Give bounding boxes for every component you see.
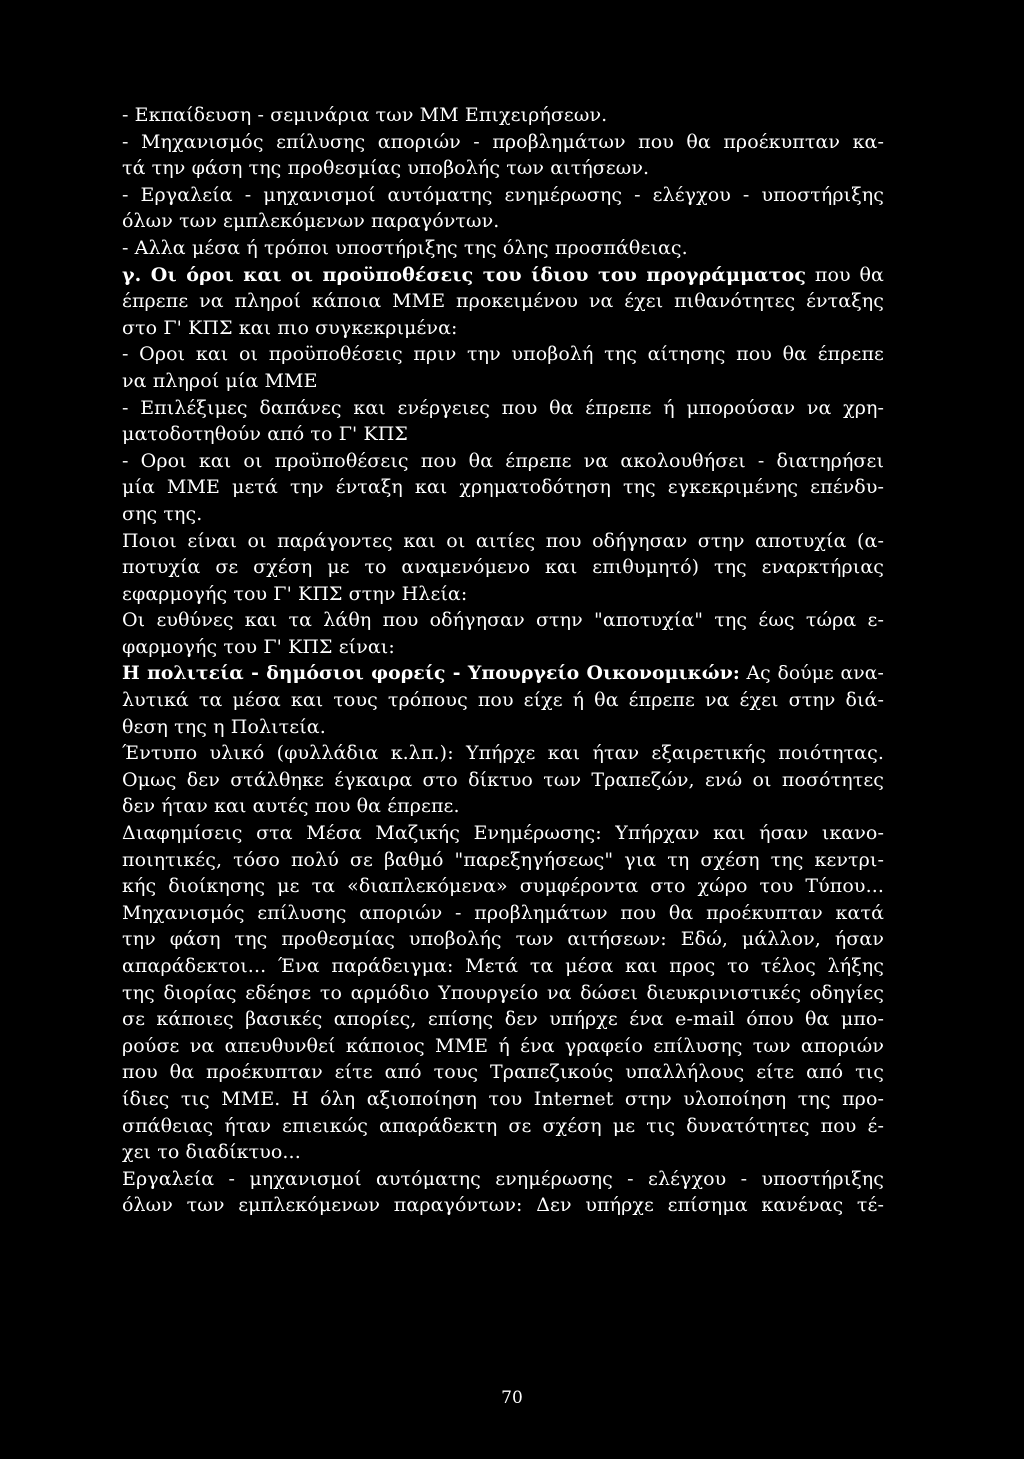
line-text: σπάθειας ήταν επιεικώς απαράδεκτη σε σχέση με τις δυνατότητες που έ- [122,1114,884,1137]
line-text: ματοδοτηθούν από το Γ' ΚΠΣ [122,423,408,446]
body-text [122,102,884,1219]
line-text: σε κάποιες βασικές απορίες, επίσης δεν υπήρχε ένα e-mail όπου θα μπο- [122,1008,884,1031]
line-text: μία ΜΜΕ μετά την ένταξη και χρηματοδότηση της εγκεκριμένης επένδυ- [122,476,884,499]
line-text: Ποιοι είναι οι παράγοντες και οι αιτίες που οδήγησαν στην αποτυχία (α- [122,529,884,552]
line-text: ποτυχία σε σχέση με το αναμενόμενο και επιθυμητό) της εναρκτήριας [122,556,884,579]
text-line [122,1139,884,1166]
text-line [122,714,884,741]
line-text: Ομως δεν στάλθηκε έγκαιρα στο δίκτυο των Τραπεζών, ενώ οι ποσότητες [122,768,884,791]
line-text: - Οροι και οι προϋποθέσεις που θα έπρεπε να ακολουθήσει - διατηρήσει [122,449,884,472]
line-text: όλων των εμπλεκόμενων παραγόντων: Δεν υπήρχε επίσημα κανένας τέ- [122,1194,884,1217]
line-text: λυτικά τα μέσα και τους τρόπους που είχε ή θα έπρεπε να έχει στην διά- [122,689,884,712]
text-line [122,315,884,342]
line-text: Μηχανισμός επίλυσης αποριών - προβλημάτων που θα προέκυπταν κατά [122,901,884,924]
line-text: την φάση της προθεσμίας υποβολής των αιτήσεων: Εδώ, μάλλον, ήσαν [122,928,884,951]
text-line [122,820,884,847]
text-line [122,581,884,608]
text-line [122,341,884,368]
line-text: - Επιλέξιμες δαπάνες και ενέργειες που θα έπρεπε ή μπορούσαν να χρη- [122,396,884,419]
line-text: Διαφημίσεις στα Μέσα Μαζικής Ενημέρωσης: Υπήρχαν και ήσαν ικανο- [122,822,884,845]
line-text: δεν ήταν και αυτές που θα έπρεπε. [122,795,460,818]
text-line [122,1086,884,1113]
line-text: ίδιες τις ΜΜΕ. Η όλη αξιοποίηση του Internet στην υλοποίηση της προ- [122,1087,884,1110]
line-text: φαρμογής του Γ' ΚΠΣ είναι: [122,635,395,658]
text-line [122,474,884,501]
text-line [122,102,884,129]
line-text: απαράδεκτοι... Ένα παράδειγμα: Μετά τα μέσα και προς το τέλος λήξης [122,955,884,977]
line-text: έπρεπε να πληροί κάποια ΜΜΕ προκειμένου να έχει πιθανότητες ένταξης [122,290,884,313]
text-line [122,1166,884,1193]
page-number: 70 [501,1388,523,1408]
line-text: - Αλλα μέσα ή τρόποι υποστήριξης της όλης προσπάθειας. [122,236,688,259]
bold-heading: γ. Οι όροι και οι προϋποθέσεις του ίδιου του προγράμματος [122,263,806,286]
line-text: Οι ευθύνες και τα λάθη που οδήγησαν στην "αποτυχία" της έως τώρα ε- [122,609,884,632]
text-line [122,155,884,182]
line-text: σης της. [122,502,203,525]
text-line [122,554,884,581]
line-text: στο Γ' ΚΠΣ και πιο συγκεκριμένα: [122,316,458,339]
text-line [122,687,884,714]
text-line [122,660,884,687]
line-text: - Εργαλεία - μηχανισμοί αυτόματης ενημέρωσης - ελέγχου - υποστήριξης [122,183,884,206]
line-text: κής διοίκησης με τα «διαπλεκόμενα» συμφέροντα στο χώρο του Τύπου... [122,875,884,898]
line-text: - Μηχανισμός επίλυσης αποριών - προβλημάτων που θα προέκυπταν κα- [122,130,884,153]
text-line [122,926,884,953]
text-line [122,900,884,927]
text-line [122,873,884,900]
line-text: που θα προέκυπταν είτε από τους Τραπεζικούς υπαλλήλους είτε από τις [122,1061,884,1084]
line-text: που θα [806,263,884,286]
text-line [122,1059,884,1086]
line-text: Εργαλεία - μηχανισμοί αυτόματης ενημέρωσης - ελέγχου - υποστήριξης [122,1167,884,1190]
bold-heading: Η πολιτεία - δημόσιοι φορείς - Υπουργείο Οικονομικών: [122,662,740,685]
text-line [122,368,884,395]
text-line [122,740,884,767]
text-line [122,1192,884,1219]
text-line [122,767,884,794]
line-text: χει το διαδίκτυο... [122,1141,301,1164]
text-line [122,288,884,315]
text-line [122,634,884,661]
text-line [122,980,884,1007]
text-line [122,182,884,209]
text-line [122,607,884,634]
text-line [122,953,884,980]
line-text: θεση της η Πολιτεία. [122,715,326,738]
line-text: - Εκπαίδευση - σεμινάρια των ΜΜ Επιχειρήσεων. [122,104,608,126]
text-line [122,421,884,448]
line-text: εφαρμογής του Γ' ΚΠΣ στην Ηλεία: [122,582,468,605]
text-line [122,235,884,262]
line-text: Έντυπο υλικό (φυλλάδια κ.λπ.): Υπήρχε και ήταν εξαιρετικής ποιότητας. [122,742,884,765]
text-line [122,129,884,156]
text-line [122,208,884,235]
text-line [122,395,884,422]
line-text: να πληροί μία ΜΜΕ [122,369,318,392]
line-text: όλων των εμπλεκόμενων παραγόντων. [122,210,500,233]
line-text: - Οροι και οι προϋποθέσεις πριν την υποβολή της αίτησης που θα έπρεπε [122,343,884,366]
text-line [122,847,884,874]
line-text: ρούσε να απευθυνθεί κάποιος ΜΜΕ ή ένα γραφείο επίλυσης των αποριών [122,1034,884,1057]
text-line [122,528,884,555]
line-text: Ας δούμε ανα- [739,663,884,685]
text-line [122,1033,884,1060]
text-line [122,262,884,289]
text-line [122,1006,884,1033]
text-line [122,793,884,820]
text-line [122,501,884,528]
text-line [122,448,884,475]
text-line [122,1113,884,1140]
line-text: της διορίας εδέησε το αρμόδιο Υπουργείο να δώσει διευκρινιστικές οδηγίες [122,981,884,1004]
line-text: τά την φάση της προθεσμίας υποβολής των αιτήσεων. [122,157,650,180]
line-text: ποιητικές, τόσο πολύ σε βαθμό "παρεξηγήσεως" για τη σχέση της κεντρι- [122,848,884,871]
